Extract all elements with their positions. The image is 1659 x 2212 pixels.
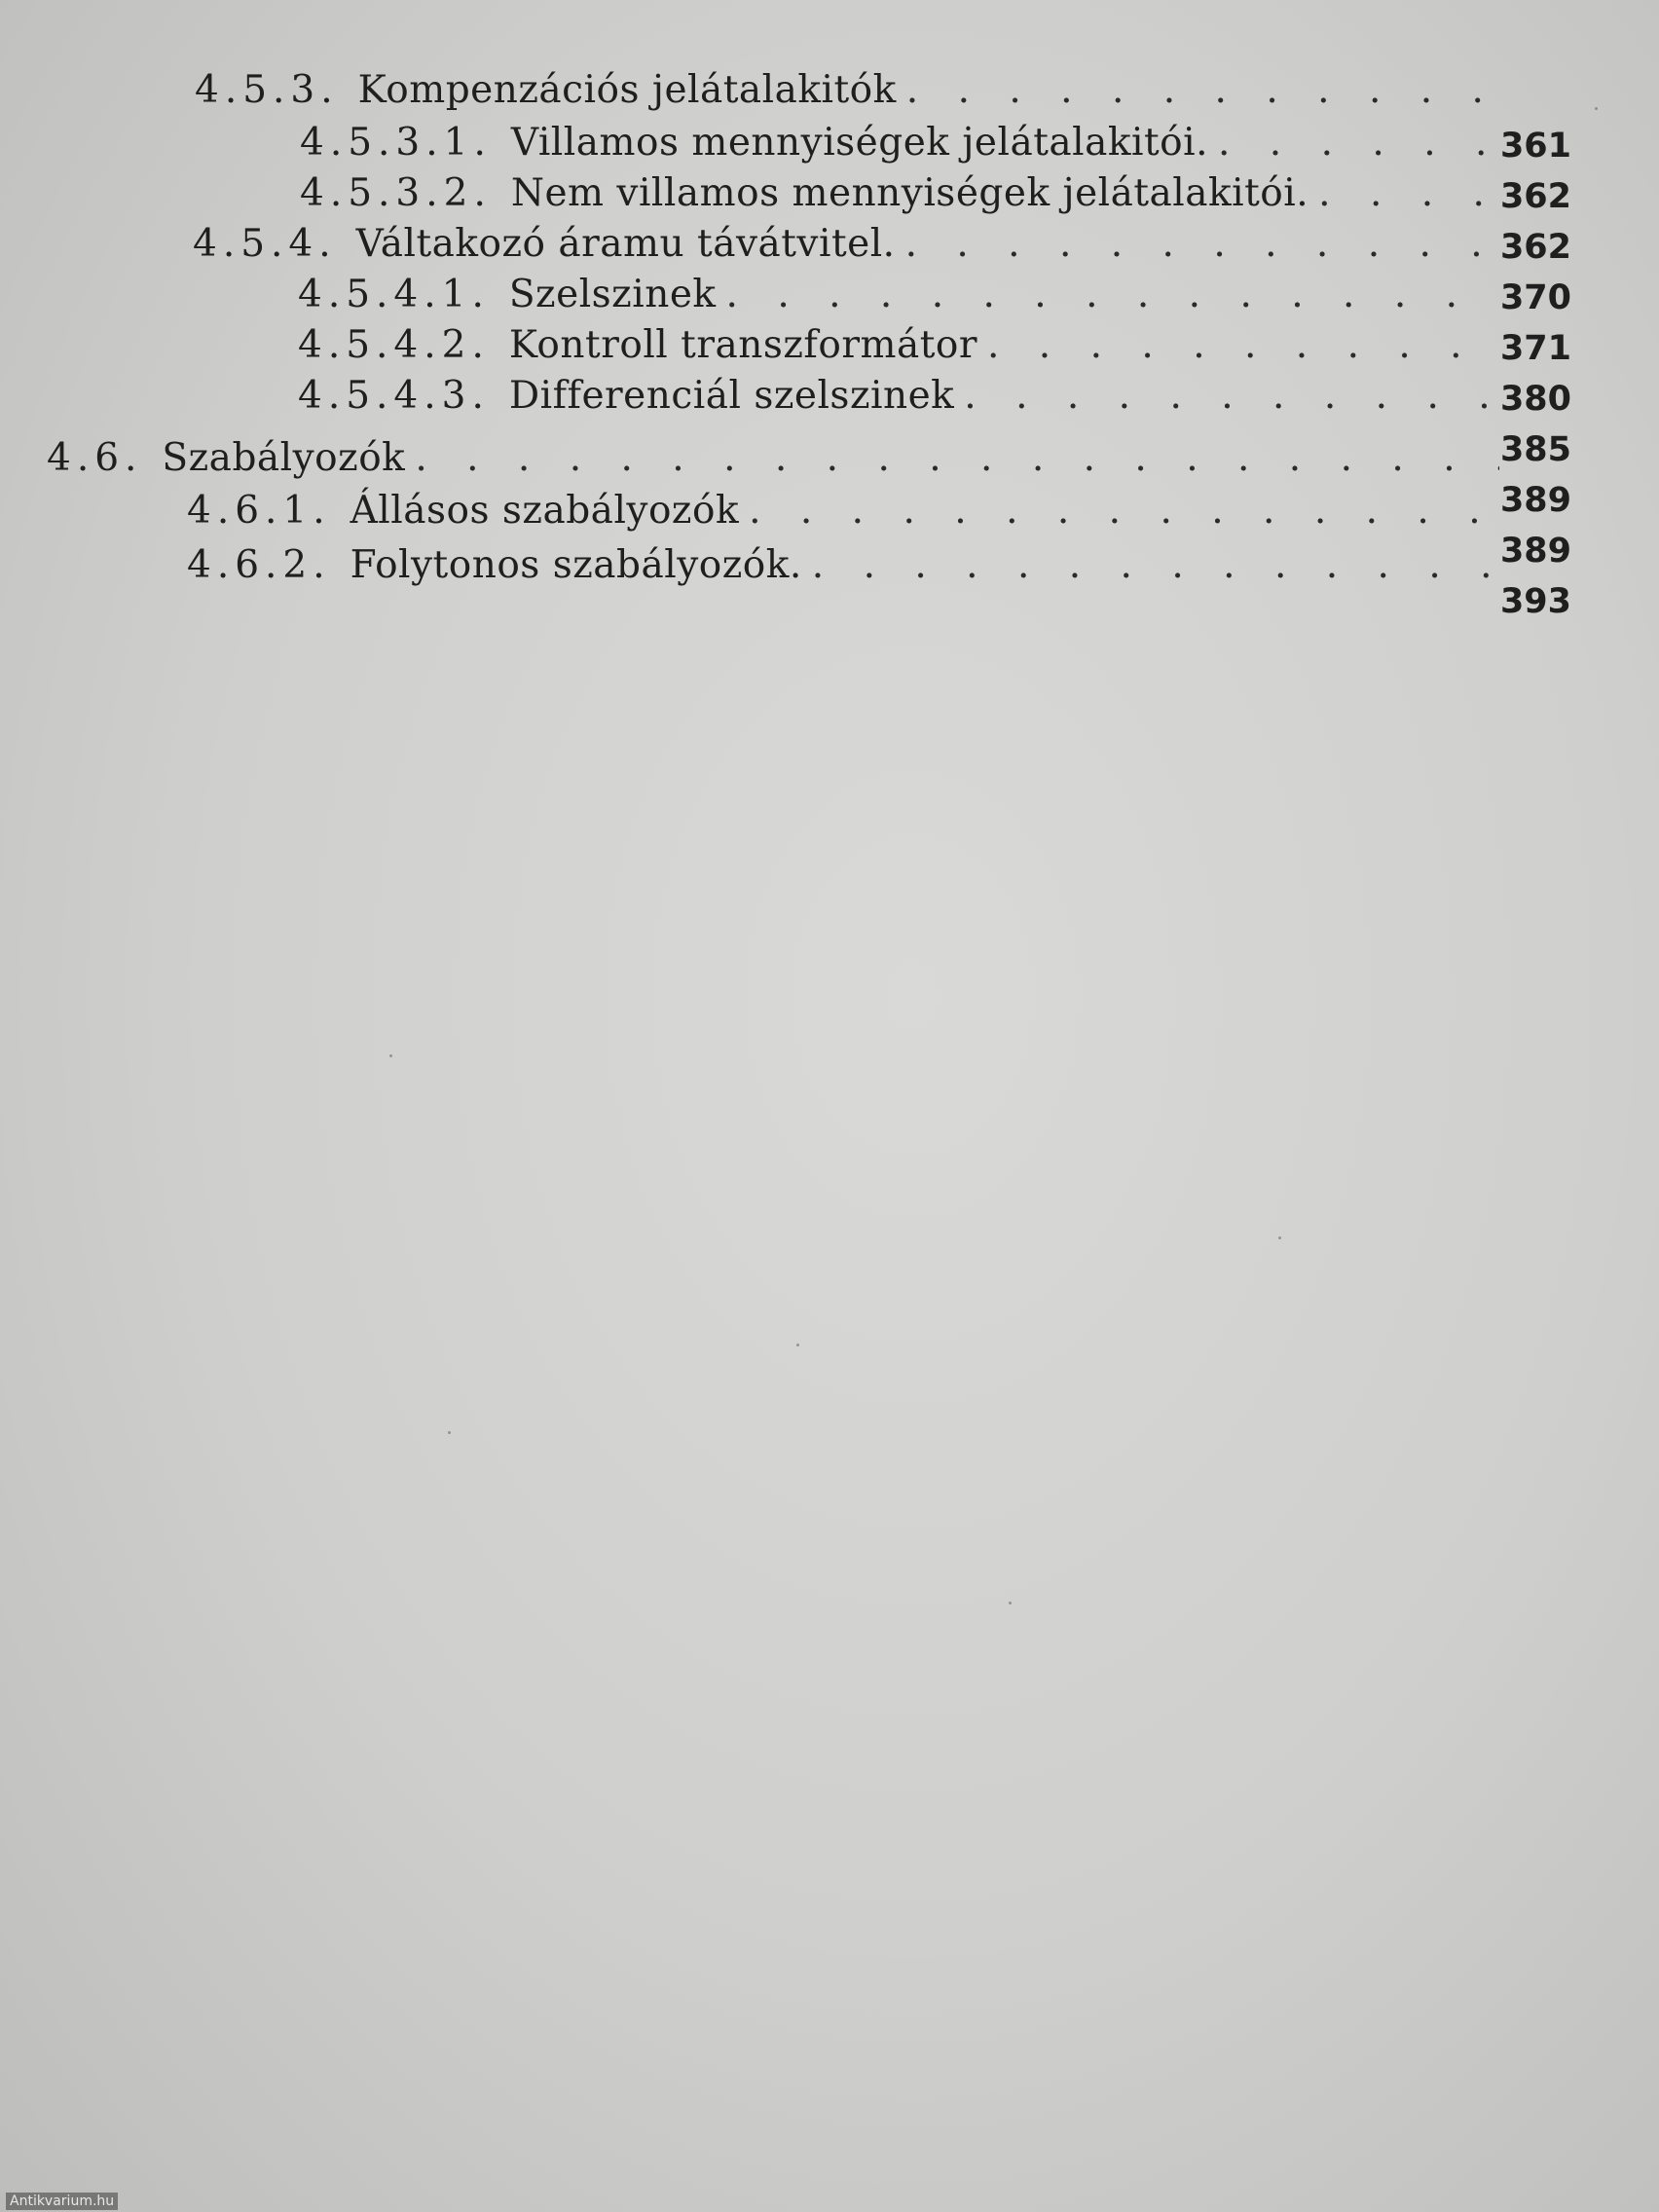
paper-speck [389,1054,392,1057]
toc-entry [193,222,1509,273]
leader-dots [964,374,1499,418]
toc-entry-number: 4.6. [47,436,143,480]
toc-entry [195,68,1509,119]
toc-entry-title: Kontroll transzformátor [508,323,978,367]
paper-speck [1595,107,1598,110]
toc-entry-title: Nem villamos mennyiségek jelátalakitói. [510,171,1309,215]
leader-dots [906,68,1499,112]
toc-entry [298,374,1509,424]
page-number: 361 [1499,127,1571,166]
toc-entry-title: Váltakozó áramu távátvitel. [355,222,896,266]
toc-entry-title: Villamos mennyiségek jelátalakitói. [510,121,1209,165]
leader-dots [905,222,1499,266]
toc-entry-title: Szelszinek [508,273,717,316]
toc-entry-number: 4.5.4.2. [298,323,490,367]
page-number: 389 [1499,532,1571,571]
toc-entry-number: 4.5.3.1. [300,121,492,165]
leader-dots [987,323,1499,367]
toc-entry-title: Differenciál szelszinek [508,374,955,418]
paper-speck [1009,1602,1012,1604]
page-number: 393 [1499,582,1571,621]
page-number: 389 [1499,481,1571,520]
toc-entry [298,273,1509,323]
watermark: Antikvarium.hu [6,2193,118,2210]
toc-entry-number: 4.5.4.1. [298,273,490,316]
toc-entry-number: 4.5.3. [195,68,339,112]
page-number: 370 [1499,278,1571,317]
page-number: 385 [1499,430,1571,469]
toc-entry-title: Szabályozók [162,436,406,480]
page-number: 362 [1499,177,1571,216]
toc-entry [187,489,1509,539]
toc-entry-number: 4.5.4.3. [298,374,490,418]
toc-entry-title: Állásos szabályozók [350,489,740,533]
leader-dots [749,489,1499,533]
page-number: 380 [1499,380,1571,419]
toc-entry [47,436,1509,487]
paper-speck [796,1344,799,1346]
paper-speck [1278,1236,1281,1239]
toc-entry-title: Kompenzációs jelátalakitók [357,68,897,112]
leader-dots [415,436,1499,480]
page-number: 371 [1499,329,1571,368]
page-number: 362 [1499,228,1571,267]
toc-entry-number: 4.5.4. [193,222,337,266]
toc-entry-number: 4.6.2. [187,543,331,587]
toc-entry [300,121,1509,171]
toc-entry [300,171,1509,222]
leader-dots [812,543,1499,587]
leader-dots [1218,121,1499,165]
toc-entry-title: Folytonos szabályozók. [350,543,802,587]
leader-dots [726,273,1499,316]
toc-entry-number: 4.6.1. [187,489,331,533]
toc-entry [298,323,1509,374]
toc-entry [187,543,1509,594]
paper-speck [448,1431,451,1434]
toc-entry-number: 4.5.3.2. [300,171,492,215]
leader-dots [1318,171,1499,215]
